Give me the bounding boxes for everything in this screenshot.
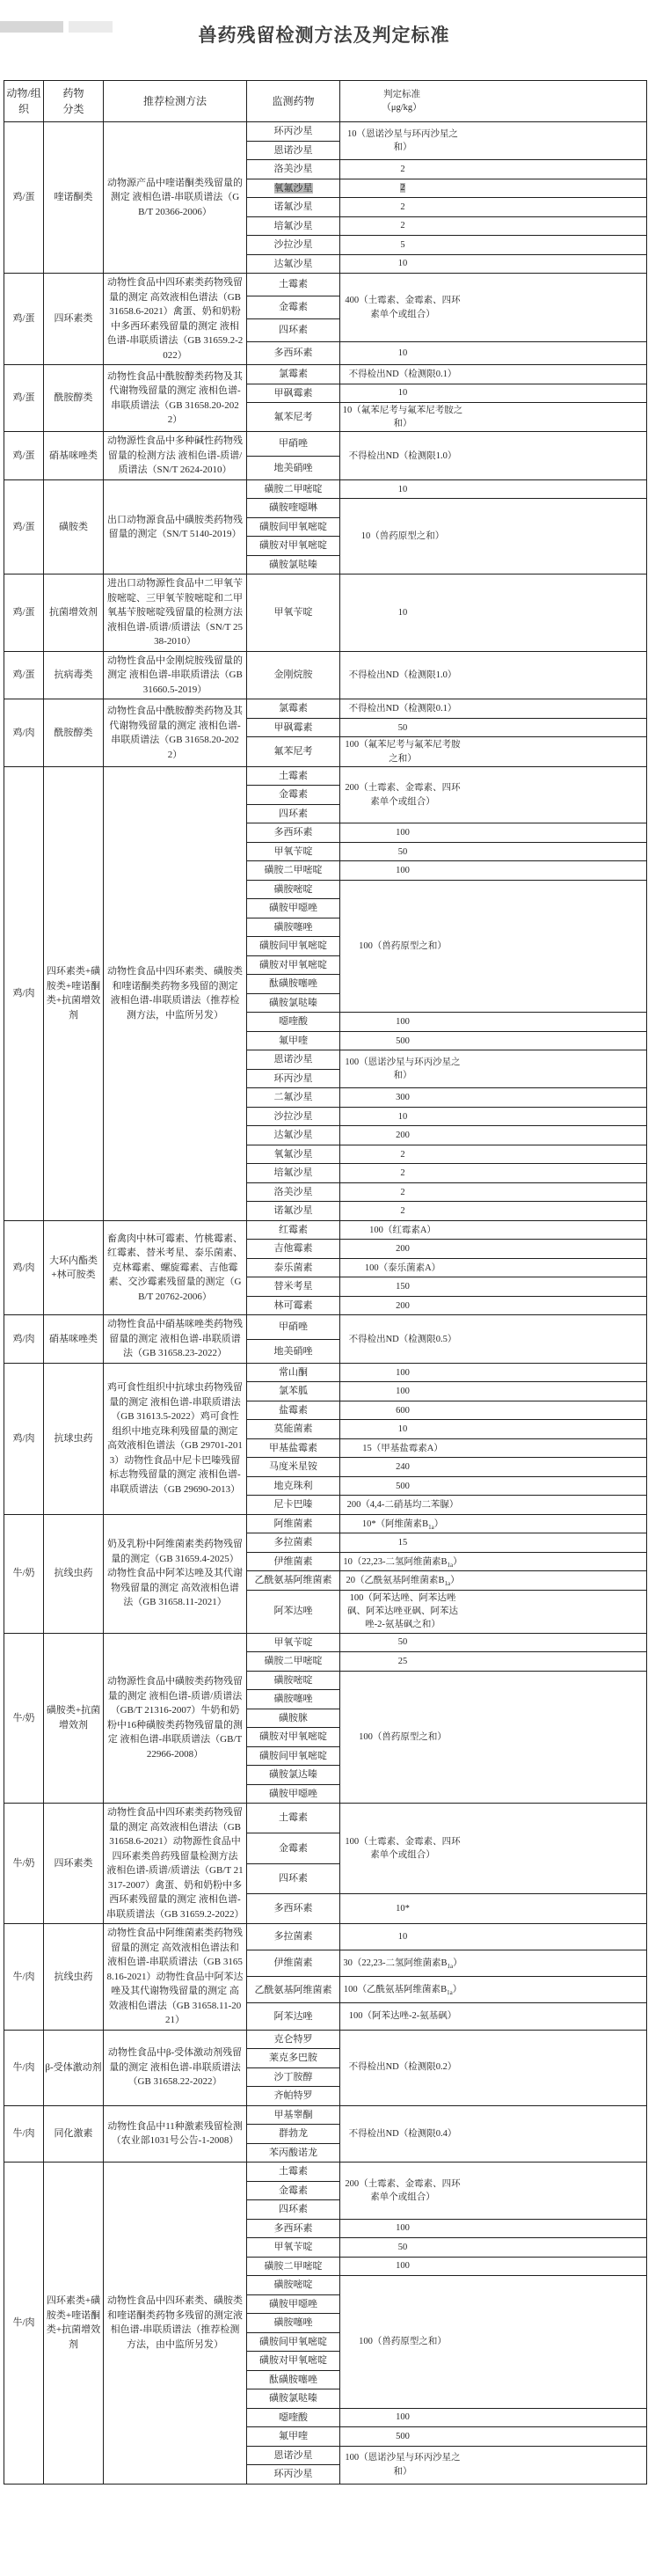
monitored-drug-cell: 磺胺二甲嘧啶 xyxy=(247,1652,340,1672)
monitored-drug-cell: 磺胺对甲氧嘧啶 xyxy=(247,1728,340,1747)
col-header-drug-category: 药物分类 xyxy=(44,81,104,122)
standard-cell: 2 xyxy=(340,160,647,179)
standard-cell: 50 xyxy=(340,842,647,861)
drug-category-cell: 磺胺类+抗菌增效剂 xyxy=(44,1633,104,1804)
monitored-drug-cell: 伊维菌素 xyxy=(247,1552,340,1571)
monitored-drug-cell: 磺胺二甲嘧啶 xyxy=(247,479,340,499)
standard-cell: 10 xyxy=(340,384,647,403)
standard-cell: 10（兽药原型之和） xyxy=(340,499,647,574)
monitored-drug-cell: 氯霉素 xyxy=(247,699,340,719)
monitored-drug-cell: 氟甲喹 xyxy=(247,2427,340,2447)
monitored-drug-cell: 洛美沙星 xyxy=(247,160,340,179)
drug-row xyxy=(4,479,647,499)
standard-cell: 15（甲基盐霉素A） xyxy=(340,1438,647,1458)
drug-category-cell: 四环素类+磺胺类+喹诺酮类+抗菌增效剂 xyxy=(44,2163,104,2485)
standard-cell: 100（泰乐菌素A） xyxy=(340,1258,647,1277)
monitored-drug-cell: 磺胺氯哒嗪 xyxy=(247,555,340,574)
monitored-drug-cell: 莱克多巴胺 xyxy=(247,2049,340,2068)
animal-tissue-cell: 鸡/蛋 xyxy=(4,122,44,274)
standard-cell: 100 xyxy=(340,1363,647,1382)
drug-category-cell: 硝基咪唑类 xyxy=(44,1315,104,1364)
monitored-drug-cell: 红霉素 xyxy=(247,1220,340,1240)
animal-tissue-cell: 鸡/肉 xyxy=(4,766,44,1220)
detection-method-cell: 进出口动物源性食品中二甲氧苄胺嘧啶、三甲氧苄胺嘧啶和二甲氧基苄胺嘧啶残留量的检测方法 液相色谱-质谱/质谱法（SN/T 2538-2010） xyxy=(104,574,247,652)
standard-header-unit: （μg/kg） xyxy=(382,103,422,113)
monitored-drug-cell: 恩诺沙星 xyxy=(247,2446,340,2465)
standard-cell: 10*（阿维菌素$B_{1a}$） xyxy=(340,1514,647,1533)
monitored-drug-cell: 甲氧苄啶 xyxy=(247,1633,340,1652)
animal-tissue-cell: 鸡/蛋 xyxy=(4,432,44,480)
standard-cell: 500 xyxy=(340,2427,647,2447)
drug-row xyxy=(4,699,647,719)
standard-cell: 2 xyxy=(340,1145,647,1164)
monitored-drug-cell xyxy=(247,179,340,198)
animal-tissue-cell: 鸡/蛋 xyxy=(4,651,44,699)
standard-cell: 不得检出ND（检测限1.0） xyxy=(340,432,647,480)
monitored-drug-cell: 尼卡巴嗪 xyxy=(247,1496,340,1515)
monitored-drug-cell: 地美硝唑 xyxy=(247,456,340,479)
monitored-drug-cell: 四环素 xyxy=(247,319,340,342)
standard-cell: 10（22,23-二氢阿维菌素$B_{1a}$） xyxy=(340,1552,647,1571)
standard-cell: 不得检出ND（检测限0.4） xyxy=(340,2105,647,2163)
standard-cell: 100（氟苯尼考与氟苯尼考胺之和） xyxy=(340,737,647,766)
standard-cell: 200（土霉素、金霉素、四环素单个或组合） xyxy=(340,766,647,823)
drug-row xyxy=(4,2163,647,2182)
animal-tissue-cell: 鸡/蛋 xyxy=(4,574,44,652)
standard-cell: 不得检出ND（检测限0.1） xyxy=(340,365,647,384)
monitored-drug-cell: 多西环素 xyxy=(247,2219,340,2238)
monitored-drug-cell: 甲基盐霉素 xyxy=(247,1438,340,1458)
detection-method-cell: 畜禽肉中林可霉素、竹桃霉素、红霉素、替米考星、泰乐菌素、克林霉素、螺旋霉素、吉他霉素、交沙霉素残留量的测定（GB/T 20762-2006） xyxy=(104,1220,247,1315)
detection-method-cell: 鸡可食性组织中抗球虫药物残留量的测定 液相色谱-串联质谱法（GB 31613.5-2022）鸡可食性组织中地克珠利残留量的测定 高效液相色谱法（GB 29701-2013）动物性食品中尼卡巴嗪残留标志物残留量的测定 液相色谱-串联质谱法（GB 29690-2013） xyxy=(104,1363,247,1514)
standard-cell: 100（兽药原型之和） xyxy=(340,880,647,1013)
monitored-drug-cell: 沙拉沙星 xyxy=(247,1107,340,1126)
animal-tissue-cell: 牛/奶 xyxy=(4,1804,44,1924)
standard-cell: 不得检出ND（检测限0.2） xyxy=(340,2030,647,2105)
detection-method-cell: 动物性食品中金刚烷胺残留量的测定 液相色谱-串联质谱法（GB 31660.5-2019） xyxy=(104,651,247,699)
monitored-drug-cell: 磺胺氯哒嗪 xyxy=(247,2389,340,2409)
monitored-drug-cell: 阿苯达唑 xyxy=(247,2003,340,2030)
monitored-drug-cell: 环丙沙星 xyxy=(247,122,340,142)
monitored-drug-cell: 伊维菌素 xyxy=(247,1950,340,1977)
detection-method-cell: 动物性食品中阿维菌素类药物残留量的测定 高效液相色谱法和液相色谱-串联质谱法（GB 31658.16-2021）动物性食品中阿苯达唑及其代谢物残留量的测定 高效液相色谱法（GB 31658.11-2021） xyxy=(104,1924,247,2031)
monitored-drug-cell: 酞磺胺噻唑 xyxy=(247,2370,340,2389)
animal-tissue-cell: 牛/肉 xyxy=(4,2105,44,2163)
monitored-drug-cell: 常山酮 xyxy=(247,1363,340,1382)
detection-method-cell: 动物性食品中11种激素残留检测（农业部1031号公告-1-2008） xyxy=(104,2105,247,2163)
detection-method-cell: 动物性食品中硝基咪唑类药物残留量的测定 液相色谱-串联质谱法（GB 31658.23-2022） xyxy=(104,1315,247,1364)
standard-cell: 10 xyxy=(340,342,647,365)
monitored-drug-cell: 磺胺间甲氧嘧啶 xyxy=(247,2332,340,2352)
standard-cell: 2 xyxy=(340,1202,647,1221)
monitored-drug-cell: 土霉素 xyxy=(247,1804,340,1833)
highlight-marker: 2 xyxy=(400,183,405,194)
monitored-drug-cell: 磺胺氯哒嗪 xyxy=(247,993,340,1013)
standard-cell: 100（兽药原型之和） xyxy=(340,1671,647,1804)
monitored-drug-cell: 磺胺嘧啶 xyxy=(247,2276,340,2295)
drug-row xyxy=(4,1514,647,1533)
monitored-drug-cell: 磺胺甲噁唑 xyxy=(247,2294,340,2314)
monitored-drug-cell: 培氟沙星 xyxy=(247,216,340,236)
standard-cell: 10 xyxy=(340,1924,647,1950)
monitored-drug-cell: 甲氧苄啶 xyxy=(247,842,340,861)
monitored-drug-cell: 甲砜霉素 xyxy=(247,718,340,737)
detection-method-cell: 动物性食品中酰胺醇类药物及其代谢物残留量的测定 液相色谱-串联质谱法（GB 31658.20-2022） xyxy=(104,365,247,432)
standard-cell: 10 xyxy=(340,479,647,499)
drug-row xyxy=(4,1363,647,1382)
monitored-drug-cell: 氟甲喹 xyxy=(247,1031,340,1050)
standard-cell: 100 xyxy=(340,2408,647,2427)
monitored-drug-cell: 磺胺甲噁唑 xyxy=(247,899,340,918)
detection-method-cell: 动物性食品中四环素类药物残留量的测定 高效液相色谱法（GB 31658.6-2021）动物源性食品中四环素类兽药残留量检测方法 液相色谱-质谱/质谱法（GB/T 21317-2007）禽蛋、奶和奶粉中多西环素残留量的测定 液相色谱-串联质谱法（GB 31659.2-2022） xyxy=(104,1804,247,1924)
standard-cell: 100 xyxy=(340,861,647,881)
col-header-animal-tissue: 动物/组织 xyxy=(4,81,44,122)
drug-row xyxy=(4,1315,647,1339)
monitored-drug-cell: 磺胺二甲嘧啶 xyxy=(247,2257,340,2276)
monitored-drug-cell: 莫能菌素 xyxy=(247,1420,340,1439)
scan-artifact xyxy=(69,21,113,33)
monitored-drug-cell: 马度米星铵 xyxy=(247,1458,340,1477)
monitored-drug-cell: 地克珠利 xyxy=(247,1476,340,1496)
monitored-drug-cell: 磺胺对甲氧嘧啶 xyxy=(247,537,340,556)
standard-cell: 200（4,4-二硝基均二苯脲） xyxy=(340,1496,647,1515)
monitored-drug-cell: 达氟沙星 xyxy=(247,1126,340,1145)
monitored-drug-cell: 磺胺喹噁啉 xyxy=(247,499,340,518)
monitored-drug-cell: 泰乐菌素 xyxy=(247,1258,340,1277)
standard-cell: 150 xyxy=(340,1277,647,1297)
monitored-drug-cell: 氟苯尼考 xyxy=(247,403,340,432)
monitored-drug-cell: 苯丙酸诺龙 xyxy=(247,2143,340,2163)
residue-standards-table xyxy=(4,80,647,2485)
drug-category-cell: 抗菌增效剂 xyxy=(44,574,104,652)
monitored-drug-cell: 沙拉沙星 xyxy=(247,236,340,255)
monitored-drug-cell: 甲砜霉素 xyxy=(247,384,340,403)
drug-category-cell: 四环素类+磺胺类+喹诺酮类+抗菌增效剂 xyxy=(44,766,104,1220)
col-header-standard xyxy=(340,81,647,122)
standard-cell: 240 xyxy=(340,1458,647,1477)
animal-tissue-cell: 鸡/肉 xyxy=(4,1220,44,1315)
detection-method-cell: 动物性食品中四环素类药物残留量的测定 高效液相色谱法（GB 31658.6-2021）禽蛋、奶和奶粉中多西环素残留量的测定 液相色谱-串联质谱法（GB 31659.2-2022） xyxy=(104,274,247,365)
standard-cell: 25 xyxy=(340,1652,647,1672)
standard-cell: 100（阿苯达唑、阿苯达唑砜、阿苯达唑亚砜、阿苯达唑-2-氨基砜之和） xyxy=(340,1590,647,1633)
drug-category-cell: 抗病毒类 xyxy=(44,651,104,699)
monitored-drug-cell: 噁喹酸 xyxy=(247,2408,340,2427)
standard-cell xyxy=(340,179,647,198)
monitored-drug-cell: 磺胺对甲氧嘧啶 xyxy=(247,955,340,975)
animal-tissue-cell: 牛/奶 xyxy=(4,1514,44,1633)
monitored-drug-cell: 磺胺氯达嗪 xyxy=(247,1766,340,1785)
monitored-drug-cell: 多拉菌素 xyxy=(247,1533,340,1553)
monitored-drug-cell: 甲氧苄啶 xyxy=(247,574,340,652)
monitored-drug-cell: 磺胺甲噁唑 xyxy=(247,1784,340,1804)
monitored-drug-cell: 恩诺沙星 xyxy=(247,1050,340,1070)
standard-cell: 10（氟苯尼考与氟苯尼考胺之和） xyxy=(340,403,647,432)
monitored-drug-cell: 磺胺间甲氧嘧啶 xyxy=(247,1746,340,1766)
detection-method-cell: 动物性食品中β-受体激动剂残留量的测定 液相色谱-串联质谱法 （GB 31658.22-2022） xyxy=(104,2030,247,2105)
monitored-drug-cell: 甲硝唑 xyxy=(247,1315,340,1339)
page-title: 兽药残留检测方法及判定标准 xyxy=(198,25,450,46)
standard-cell: 不得检出ND（检测限0.5） xyxy=(340,1315,647,1364)
drug-category-cell: 抗线虫药 xyxy=(44,1514,104,1633)
standard-cell: 50 xyxy=(340,718,647,737)
monitored-drug-cell: 四环素 xyxy=(247,2200,340,2220)
monitored-drug-cell: 磺胺嘧啶 xyxy=(247,880,340,899)
standard-cell: 10* xyxy=(340,1893,647,1923)
drug-category-cell: 酰胺醇类 xyxy=(44,699,104,766)
standard-cell: 600 xyxy=(340,1401,647,1420)
standard-cell: 100 xyxy=(340,2219,647,2238)
standard-cell: 10 xyxy=(340,1420,647,1439)
drug-category-cell: 同化激素 xyxy=(44,2105,104,2163)
animal-tissue-cell: 鸡/蛋 xyxy=(4,274,44,365)
monitored-drug-cell: 诺氟沙星 xyxy=(247,198,340,217)
monitored-drug-cell: 乙酰氨基阿维菌素 xyxy=(247,1977,340,2003)
standard-cell: 10 xyxy=(340,574,647,652)
drug-category-cell: 喹诺酮类 xyxy=(44,122,104,274)
table-header-row xyxy=(4,81,647,122)
standard-cell: 400（土霉素、金霉素、四环素单个或组合） xyxy=(340,274,647,342)
monitored-drug-cell: 阿苯达唑 xyxy=(247,1590,340,1633)
detection-method-cell: 奶及乳粉中阿维菌素类药物残留量的测定（GB 31659.4-2025）动物性食品中阿苯达唑及其代谢物残留量的测定 高效液相色谱法（GB 31658.11-2021） xyxy=(104,1514,247,1633)
monitored-drug-cell: 多拉菌素 xyxy=(247,1924,340,1950)
drug-category-cell: 抗球虫药 xyxy=(44,1363,104,1514)
standard-cell: 5 xyxy=(340,236,647,255)
monitored-drug-cell: 齐帕特罗 xyxy=(247,2087,340,2106)
highlight-marker: 氧氟沙星 xyxy=(273,182,313,194)
standard-cell: 100 xyxy=(340,2257,647,2276)
standard-cell: 200 xyxy=(340,1126,647,1145)
standard-cell: 100（恩诺沙星与环丙沙星之和） xyxy=(340,2446,647,2484)
animal-tissue-cell: 鸡/肉 xyxy=(4,699,44,766)
detection-method-cell: 出口动物源食品中磺胺类药物残留量的测定（SN/T 5140-2019） xyxy=(104,479,247,574)
monitored-drug-cell: 磺胺噻唑 xyxy=(247,1690,340,1709)
monitored-drug-cell: 磺胺对甲氧嘧啶 xyxy=(247,2352,340,2371)
standard-cell: 200 xyxy=(340,1296,647,1315)
monitored-drug-cell: 土霉素 xyxy=(247,766,340,786)
standard-cell: 200 xyxy=(340,1240,647,1259)
drug-row xyxy=(4,1804,647,1833)
standard-cell: 2 xyxy=(340,1182,647,1202)
standard-cell: 2 xyxy=(340,1164,647,1183)
standard-cell: 2 xyxy=(340,198,647,217)
standard-cell: 不得检出ND（检测限1.0） xyxy=(340,651,647,699)
standard-cell: 2 xyxy=(340,216,647,236)
monitored-drug-cell: 甲硝唑 xyxy=(247,432,340,456)
monitored-drug-cell: 金霉素 xyxy=(247,2181,340,2200)
standard-cell: 50 xyxy=(340,1633,647,1652)
standard-cell: 100 xyxy=(340,1382,647,1401)
drug-category-cell: 抗线虫药 xyxy=(44,1924,104,2031)
standard-cell: 20（乙酰氨基阿维菌素$B_{1a}$） xyxy=(340,1571,647,1591)
drug-category-cell: 酰胺醇类 xyxy=(44,365,104,432)
standard-cell: 50 xyxy=(340,2238,647,2258)
monitored-drug-cell: 诺氟沙星 xyxy=(247,1202,340,1221)
drug-row xyxy=(4,766,647,786)
standard-header-label: 判定标准 xyxy=(383,89,420,99)
monitored-drug-cell: 磺胺噻唑 xyxy=(247,2314,340,2333)
monitored-drug-cell: 沙丁胺醇 xyxy=(247,2067,340,2087)
monitored-drug-cell: 乙酰氨基阿维菌素 xyxy=(247,1571,340,1591)
monitored-drug-cell: 环丙沙星 xyxy=(247,1069,340,1088)
animal-tissue-cell: 鸡/蛋 xyxy=(4,479,44,574)
col-header-method: 推荐检测方法 xyxy=(104,81,247,122)
drug-category-cell: 四环素类 xyxy=(44,274,104,365)
drug-row xyxy=(4,1633,647,1652)
standard-cell: 200（土霉素、金霉素、四环素单个或组合） xyxy=(340,2163,647,2220)
animal-tissue-cell: 牛/肉 xyxy=(4,2030,44,2105)
standard-cell: 300 xyxy=(340,1088,647,1108)
standard-cell: 100 xyxy=(340,823,647,843)
animal-tissue-cell: 鸡/肉 xyxy=(4,1363,44,1514)
detection-method-cell: 动物性食品中四环素类、磺胺类和喹诺酮类药物多残留的测定液相色谱-串联质谱法（推荐检测方法，由中监所另发） xyxy=(104,2163,247,2485)
monitored-drug-cell: 替米考星 xyxy=(247,1277,340,1297)
monitored-drug-cell: 土霉素 xyxy=(247,274,340,296)
monitored-drug-cell: 多西环素 xyxy=(247,823,340,843)
animal-tissue-cell: 鸡/蛋 xyxy=(4,365,44,432)
monitored-drug-cell: 磺胺间甲氧嘧啶 xyxy=(247,937,340,956)
monitored-drug-cell: 氯苯胍 xyxy=(247,1382,340,1401)
monitored-drug-cell: 克仑特罗 xyxy=(247,2030,340,2049)
monitored-drug-cell: 达氟沙星 xyxy=(247,254,340,274)
drug-row xyxy=(4,122,647,142)
monitored-drug-cell: 多西环素 xyxy=(247,342,340,365)
standard-cell: 100（兽药原型之和） xyxy=(340,2276,647,2409)
monitored-drug-cell: 二氟沙星 xyxy=(247,1088,340,1108)
monitored-drug-cell: 土霉素 xyxy=(247,2163,340,2182)
monitored-drug-cell: 多西环素 xyxy=(247,1893,340,1923)
standard-cell: 100 xyxy=(340,1013,647,1032)
drug-row xyxy=(4,651,647,699)
monitored-drug-cell: 氯霉素 xyxy=(247,365,340,384)
standard-cell: 100（恩诺沙星与环丙沙星之和） xyxy=(340,1050,647,1088)
detection-method-cell: 动物性食品中四环素类、磺胺类和喹诺酮类药物多残留的测定 液相色谱-串联质谱法（推荐检测方法，中监所另发） xyxy=(104,766,247,1220)
monitored-drug-cell: 酞磺胺噻唑 xyxy=(247,975,340,994)
standard-cell: 100（红霉素A） xyxy=(340,1220,647,1240)
drug-row xyxy=(4,1924,647,1950)
standard-cell: 500 xyxy=(340,1476,647,1496)
monitored-drug-cell: 噁喹酸 xyxy=(247,1013,340,1032)
drug-category-cell: β-受体激动剂 xyxy=(44,2030,104,2105)
standard-cell: 500 xyxy=(340,1031,647,1050)
standard-cell: 100（乙酰氨基阿维菌素$B_{1a}$） xyxy=(340,1977,647,2003)
drug-category-cell: 磺胺类 xyxy=(44,479,104,574)
drug-row xyxy=(4,574,647,652)
standard-cell: 15 xyxy=(340,1533,647,1553)
standard-cell: 30（22,23-二氢阿维菌素$B_{1a}$） xyxy=(340,1950,647,1977)
drug-row xyxy=(4,2030,647,2049)
monitored-drug-cell: 金刚烷胺 xyxy=(247,651,340,699)
standard-cell: 100（土霉素、金霉素、四环素单个或组合） xyxy=(340,1804,647,1894)
detection-method-cell: 动物性食品中酰胺醇类药物及其代谢物残留量的测定 液相色谱-串联质谱法（GB 31658.20-2022） xyxy=(104,699,247,766)
monitored-drug-cell: 吉他霉素 xyxy=(247,1240,340,1259)
drug-row xyxy=(4,365,647,384)
col-header-monitored-drug: 监测药物 xyxy=(247,81,340,122)
detection-method-cell: 动物源产品中喹诺酮类残留量的测定 液相色谱-串联质谱法（GB/T 20366-2006） xyxy=(104,122,247,274)
monitored-drug-cell: 甲氧苄啶 xyxy=(247,2238,340,2258)
monitored-drug-cell: 甲基睾酮 xyxy=(247,2105,340,2125)
monitored-drug-cell: 阿维菌素 xyxy=(247,1514,340,1533)
drug-row xyxy=(4,1220,647,1240)
detection-method-cell: 动物源性食品中磺胺类药物残留量的测定 液相色谱-质谱/质谱法（GB/T 21316-2007）牛奶和奶粉中16种磺胺类药物残留量的测定 液相色谱-串联质谱法（GB/T 22966-2008） xyxy=(104,1633,247,1804)
drug-category-cell: 硝基咪唑类 xyxy=(44,432,104,480)
monitored-drug-cell: 培氟沙星 xyxy=(247,1164,340,1183)
monitored-drug-cell: 地美硝唑 xyxy=(247,1339,340,1363)
drug-row xyxy=(4,274,647,296)
monitored-drug-cell: 四环素 xyxy=(247,804,340,823)
drug-row xyxy=(4,2105,647,2125)
monitored-drug-cell: 金霉素 xyxy=(247,786,340,805)
monitored-drug-cell: 林可霉素 xyxy=(247,1296,340,1315)
standard-cell: 不得检出ND（检测限0.1） xyxy=(340,699,647,719)
animal-tissue-cell: 牛/肉 xyxy=(4,2163,44,2485)
animal-tissue-cell: 牛/奶 xyxy=(4,1633,44,1804)
monitored-drug-cell: 盐霉素 xyxy=(247,1401,340,1420)
table-body xyxy=(4,122,647,2485)
monitored-drug-cell: 磺胺嘧啶 xyxy=(247,1671,340,1690)
monitored-drug-cell: 四环素 xyxy=(247,1863,340,1893)
animal-tissue-cell: 牛/肉 xyxy=(4,1924,44,2031)
scan-artifact xyxy=(0,21,63,33)
monitored-drug-cell: 洛美沙星 xyxy=(247,1182,340,1202)
monitored-drug-cell: 环丙沙星 xyxy=(247,2465,340,2485)
standard-cell: 10 xyxy=(340,254,647,274)
detection-method-cell: 动物源性食品中多种碱性药物残留量的检测方法 液相色谱-质谱/质谱法（SN/T 2624-2010） xyxy=(104,432,247,480)
monitored-drug-cell: 磺胺二甲嘧啶 xyxy=(247,861,340,881)
animal-tissue-cell: 鸡/肉 xyxy=(4,1315,44,1364)
monitored-drug-cell: 氧氟沙星 xyxy=(247,1145,340,1164)
standard-cell: 10 xyxy=(340,1107,647,1126)
drug-category-cell: 四环素类 xyxy=(44,1804,104,1924)
monitored-drug-cell: 磺胺噻唑 xyxy=(247,918,340,937)
monitored-drug-cell: 金霉素 xyxy=(247,1833,340,1863)
drug-category-cell: 大环内酯类+林可胺类 xyxy=(44,1220,104,1315)
monitored-drug-cell: 恩诺沙星 xyxy=(247,141,340,160)
drug-row xyxy=(4,432,647,456)
monitored-drug-cell: 群勃龙 xyxy=(247,2125,340,2144)
standard-cell: 100（阿苯达唑-2-氨基砜） xyxy=(340,2003,647,2030)
monitored-drug-cell: 磺胺脒 xyxy=(247,1709,340,1728)
monitored-drug-cell: 磺胺间甲氧嘧啶 xyxy=(247,517,340,537)
standard-cell: 10（恩诺沙星与环丙沙星之和） xyxy=(340,122,647,160)
monitored-drug-cell: 金霉素 xyxy=(247,296,340,319)
monitored-drug-cell: 氟苯尼考 xyxy=(247,737,340,766)
